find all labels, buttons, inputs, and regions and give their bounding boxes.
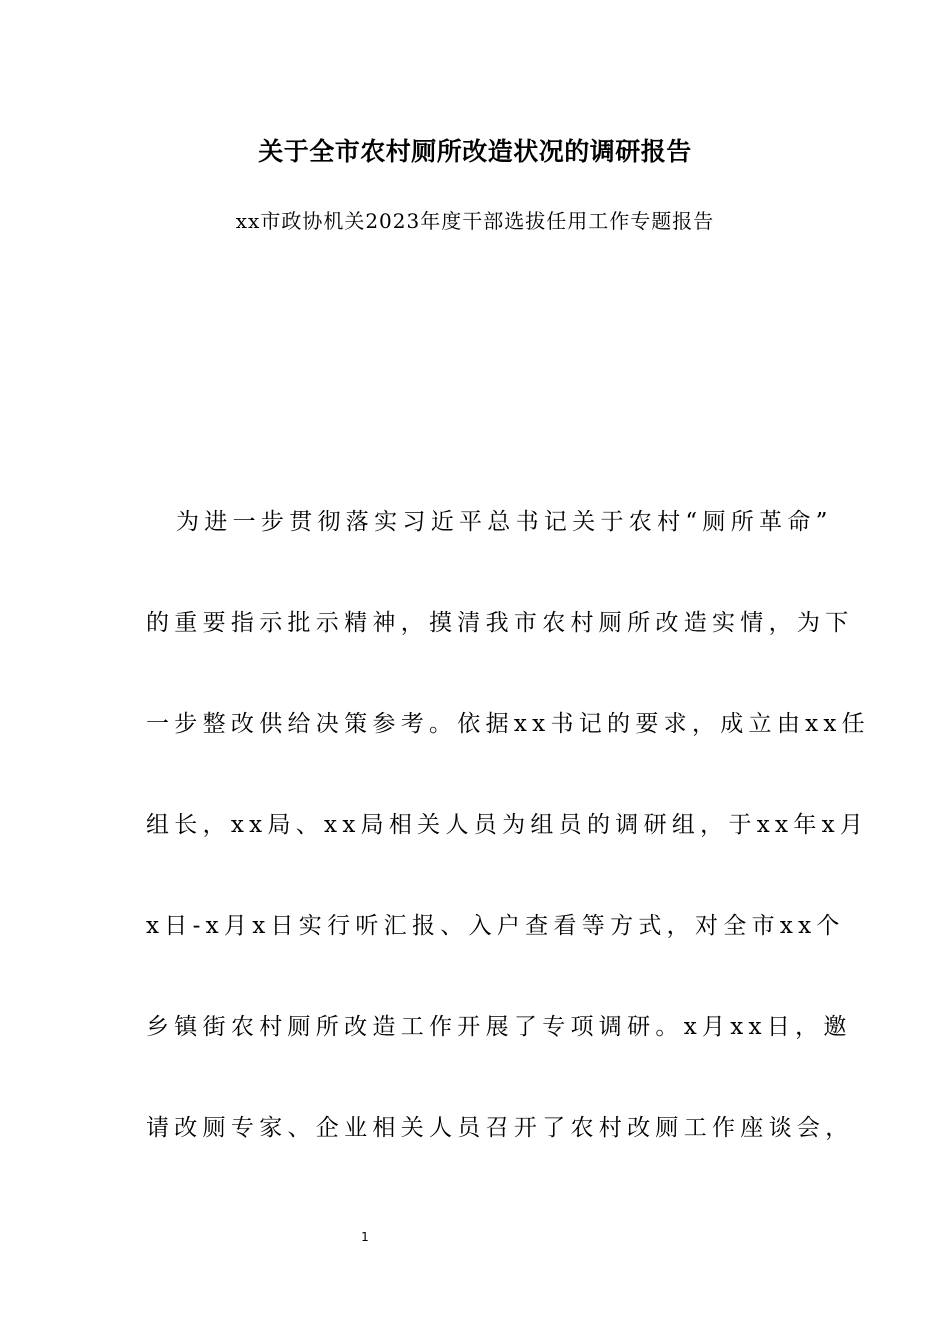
paragraph-line: 为进一步贯彻落实习近平总书记关于农村“厕所革命” <box>176 509 833 535</box>
paragraph-line: 请改厕专家、企业相关人员召开了农村改厕工作座谈会， <box>146 1115 854 1141</box>
document-subtitle: xx市政协机关2023年度干部选拔任用工作专题报告 <box>235 209 715 233</box>
document-title: 关于全市农村厕所改造状况的调研报告 <box>258 137 692 166</box>
paragraph-line: 的重要指示批示精神，摸清我市农村厕所改造实情，为下 <box>146 610 854 636</box>
paragraph-line: x日-x月x日实行听汇报、入户查看等方式，对全市xx个 <box>146 913 845 939</box>
paragraph-line: 一步整改供给决策参考。依据xx书记的要求，成立由xx任 <box>146 711 870 737</box>
paragraph-line: 乡镇街农村厕所改造工作开展了专项调研。x月xx日，邀 <box>146 1014 852 1040</box>
page-number: 1 <box>361 1230 369 1244</box>
paragraph-line: 组长，xx局、xx局相关人员为组员的调研组，于xx年x月 <box>146 812 869 838</box>
body-paragraph <box>146 500 870 1207</box>
